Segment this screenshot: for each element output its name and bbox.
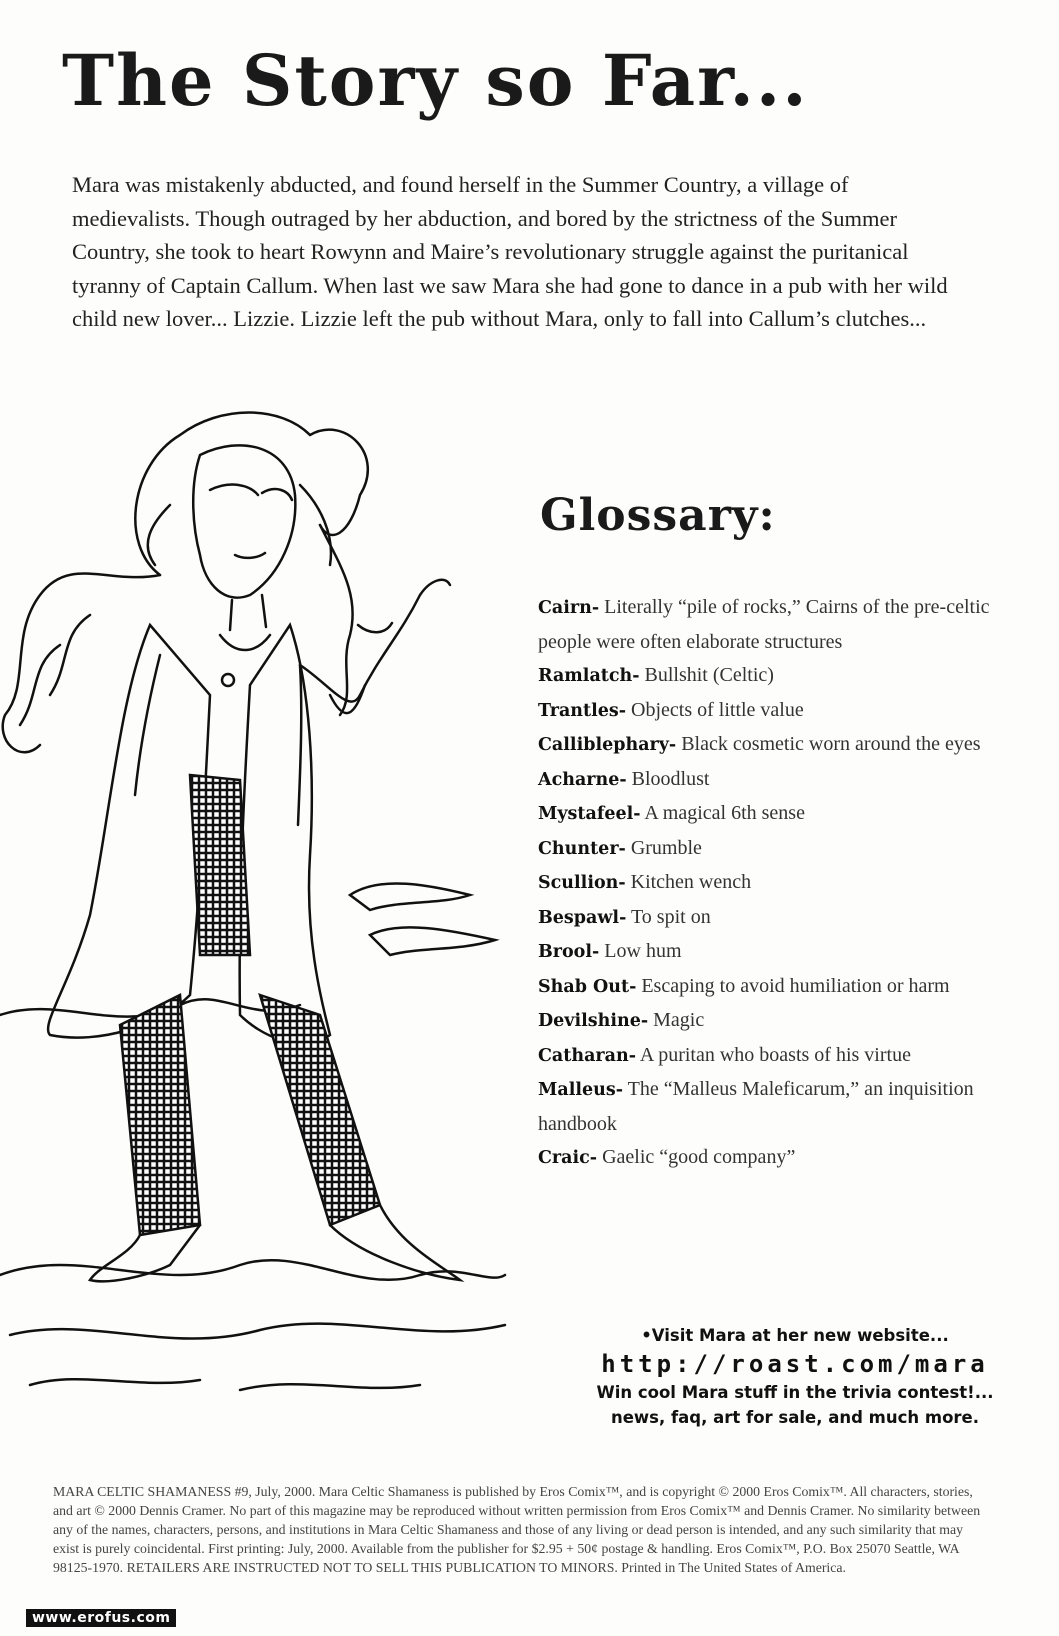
glossary-term: Scullion- bbox=[538, 873, 626, 893]
glossary-entry bbox=[538, 763, 1038, 798]
glossary-definition: The “Malleus Maleficarum,” an inquisition handbook bbox=[538, 1078, 974, 1135]
copyright-notice: MARA CELTIC SHAMANESS #9, July, 2000. Mara Celtic Shamaness is published by Eros Comix™, and is copyright © 2000 Eros Comix™. All characters, stories, and art © 2000 Dennis Cramer. No part of this magazine may be reproduced without written permission from Eros Comix™ and Dennis Cramer. No similarity between any of the names, characters, persons, and institutions in Mara Celtic Shamaness and those of any living or dead person is intended, and any such similarity that may exist is purely coincidental. First printing: July, 2000. Available from the publisher for $2.95 + 50¢ postage & handling. Eros Comix™, P.O. Box 25070 Seattle, WA 98125-1970. RETAILERS ARE INSTRUCTED NOT TO SELL THIS PUBLICATION TO MINORS. Printed in The United States of America. bbox=[53, 1484, 981, 1575]
glossary-term: Mystafeel- bbox=[538, 804, 641, 824]
glossary-term: Shab Out- bbox=[538, 976, 637, 997]
mara-character-illustration bbox=[0, 395, 510, 1425]
glossary-term: Malleus- bbox=[538, 1080, 623, 1100]
glossary-term: Calliblephary- bbox=[538, 735, 677, 755]
glossary-entry bbox=[538, 797, 1038, 832]
glossary-definition: A magical 6th sense bbox=[640, 802, 805, 824]
glossary-term: Chunter- bbox=[538, 838, 626, 859]
glossary-term: Bespawl- bbox=[538, 907, 627, 928]
glossary-list bbox=[538, 591, 1038, 1176]
glossary-definition: Grumble bbox=[625, 836, 702, 859]
site-watermark: www.erofus.com bbox=[26, 1609, 176, 1627]
website-promo bbox=[590, 1323, 1000, 1430]
glossary-entry bbox=[538, 866, 1038, 901]
glossary-term: Craic- bbox=[538, 1148, 598, 1168]
glossary-entry bbox=[538, 659, 1038, 694]
glossary-definition: Gaelic “good company” bbox=[597, 1146, 796, 1168]
glossary-entry bbox=[538, 728, 1038, 763]
glossary-definition: Bloodlust bbox=[626, 767, 710, 790]
glossary-term: Ramlatch- bbox=[538, 666, 640, 686]
glossary-definition: A puritan who boasts of his virtue bbox=[635, 1043, 911, 1066]
promo-more-text: news, faq, art for sale, and much more. bbox=[610, 1408, 980, 1427]
glossary-term: Acharne- bbox=[538, 769, 627, 790]
glossary-term: Catharan- bbox=[538, 1045, 636, 1066]
glossary-definition: Literally “pile of rocks,” Cairns of the pre-celtic people were often elaborate structures bbox=[538, 596, 990, 653]
glossary-definition: To spit on bbox=[626, 905, 711, 928]
glossary-term: Trantles- bbox=[538, 700, 627, 721]
glossary-entry bbox=[538, 832, 1038, 867]
glossary-definition: Low hum bbox=[599, 940, 682, 962]
promo-contest-text: Win cool Mara stuff in the trivia contest!... bbox=[596, 1383, 994, 1402]
glossary-term: Cairn- bbox=[538, 598, 600, 618]
glossary-entry bbox=[538, 935, 1038, 970]
glossary-definition: Kitchen wench bbox=[625, 871, 752, 893]
page-title: The Story so Far... bbox=[62, 39, 809, 122]
story-intro: Mara was mistakenly abducted, and found herself in the Summer Country, a village of medievalists. Though outraged by her abduction, and bored by the strictness of the Summer Country, she took to heart Rowynn and Maire’s revolutionary struggle against the puritanical tyranny of Captain Callum. When last we saw Mara she had gone to dance in a pub with her wild child new lover... Lizzie. Lizzie left the pub without Mara, only to fall into Callum’s clutches... bbox=[72, 172, 948, 331]
glossary-entry bbox=[538, 901, 1038, 936]
glossary-definition: Escaping to avoid humiliation or harm bbox=[636, 974, 950, 997]
glossary-title: Glossary: bbox=[540, 490, 776, 541]
glossary-definition: Black cosmetic worn around the eyes bbox=[676, 733, 981, 755]
glossary-term: Brool- bbox=[538, 942, 600, 962]
glossary-entry bbox=[538, 1073, 1038, 1141]
glossary-definition: Objects of little value bbox=[626, 698, 804, 721]
glossary-definition: Magic bbox=[648, 1009, 705, 1031]
glossary-entry bbox=[538, 970, 1038, 1005]
promo-visit-text: •Visit Mara at her new website... bbox=[641, 1326, 949, 1345]
glossary-entry bbox=[538, 1141, 1038, 1176]
glossary-definition: Bullshit (Celtic) bbox=[639, 664, 774, 686]
website-url-link[interactable]: http://roast.com/mara bbox=[601, 1350, 989, 1378]
glossary-entry bbox=[538, 694, 1038, 729]
glossary-entry bbox=[538, 591, 1038, 659]
glossary-entry bbox=[538, 1039, 1038, 1074]
glossary-term: Devilshine- bbox=[538, 1011, 649, 1031]
glossary-entry bbox=[538, 1004, 1038, 1039]
